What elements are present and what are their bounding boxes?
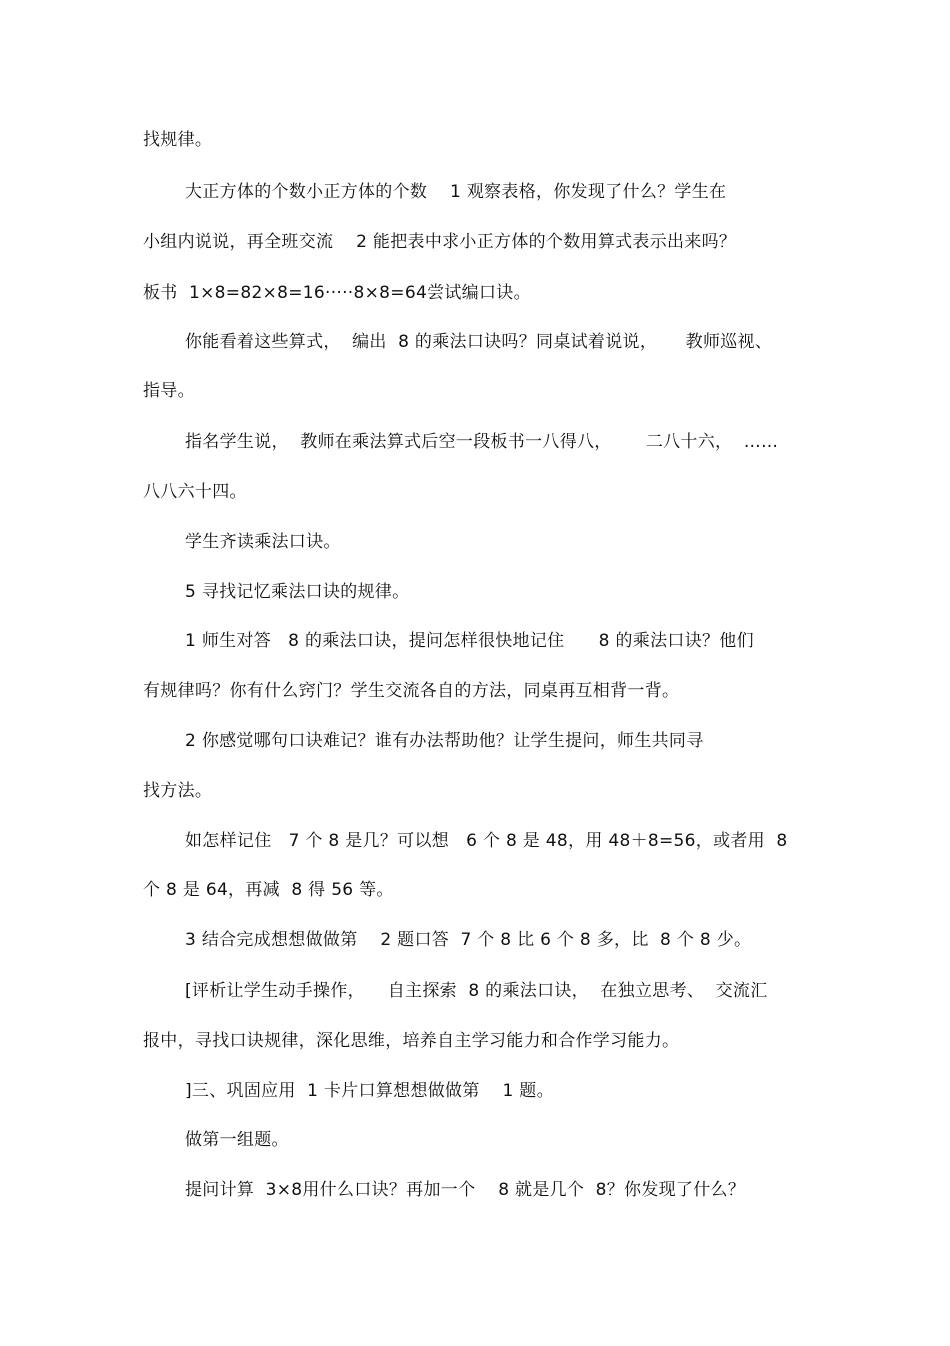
text-line: [评析让学生动手操作， 自主探索 8 的乘法口诀， 在独立思考、 交流汇 — [185, 981, 768, 1001]
text-line: 小组内说说，再全班交流 2 能把表中求小正方体的个数用算式表示出来吗？ — [143, 232, 737, 252]
text-line: 八八六十四。 — [143, 482, 247, 502]
text-line: 3 结合完成想想做做第 2 题口答 7 个 8 比 6 个 8 多，比 8 个 8 少。 — [185, 930, 752, 950]
text-line: 1 师生对答 8 的乘法口诀，提问怎样很快地记住 8 的乘法口诀？他们 — [185, 631, 754, 651]
text-line: 5 寻找记忆乘法口诀的规律。 — [185, 582, 410, 602]
text-line: ]三、巩固应用 1 卡片口算想想做做第 1 题。 — [185, 1081, 554, 1101]
text-line: 学生齐读乘法口诀。 — [185, 532, 341, 552]
text-line: 做第一组题。 — [185, 1130, 289, 1150]
text-line: 个 8 是 64，再减 8 得 56 等。 — [143, 880, 394, 900]
text-line: 有规律吗？你有什么窍门？学生交流各自的方法，同桌再互相背一背。 — [143, 681, 680, 701]
text-line: 提问计算 3×8用什么口诀？再加一个 8 就是几个 8？你发现了什么？ — [185, 1180, 746, 1200]
text-line: 大正方体的个数小正方体的个数 1 观察表格，你发现了什么？学生在 — [185, 182, 727, 202]
text-line: 2 你感觉哪句口诀难记？谁有办法帮助他？让学生提问，师生共同寻 — [185, 731, 704, 751]
text-line: 指名学生说， 教师在乘法算式后空一段板书一八得八， 二八十六， …… — [185, 432, 779, 452]
text-line: 板书 1×8=82×8=16·····8×8=64尝试编口诀。 — [143, 283, 531, 303]
text-line: 指导。 — [143, 381, 195, 401]
text-line: 找规律。 — [143, 130, 213, 150]
text-line: 如怎样记住 7 个 8 是几？可以想 6 个 8 是 48，用 48＋8=56，或者用 8 — [185, 831, 788, 851]
text-line: 找方法。 — [143, 781, 213, 801]
text-line: 报中，寻找口诀规律，深化思维，培养自主学习能力和合作学习能力。 — [143, 1031, 680, 1051]
text-line: 你能看着这些算式， 编出 8 的乘法口诀吗？同桌试着说说， 教师巡视、 — [185, 332, 773, 352]
